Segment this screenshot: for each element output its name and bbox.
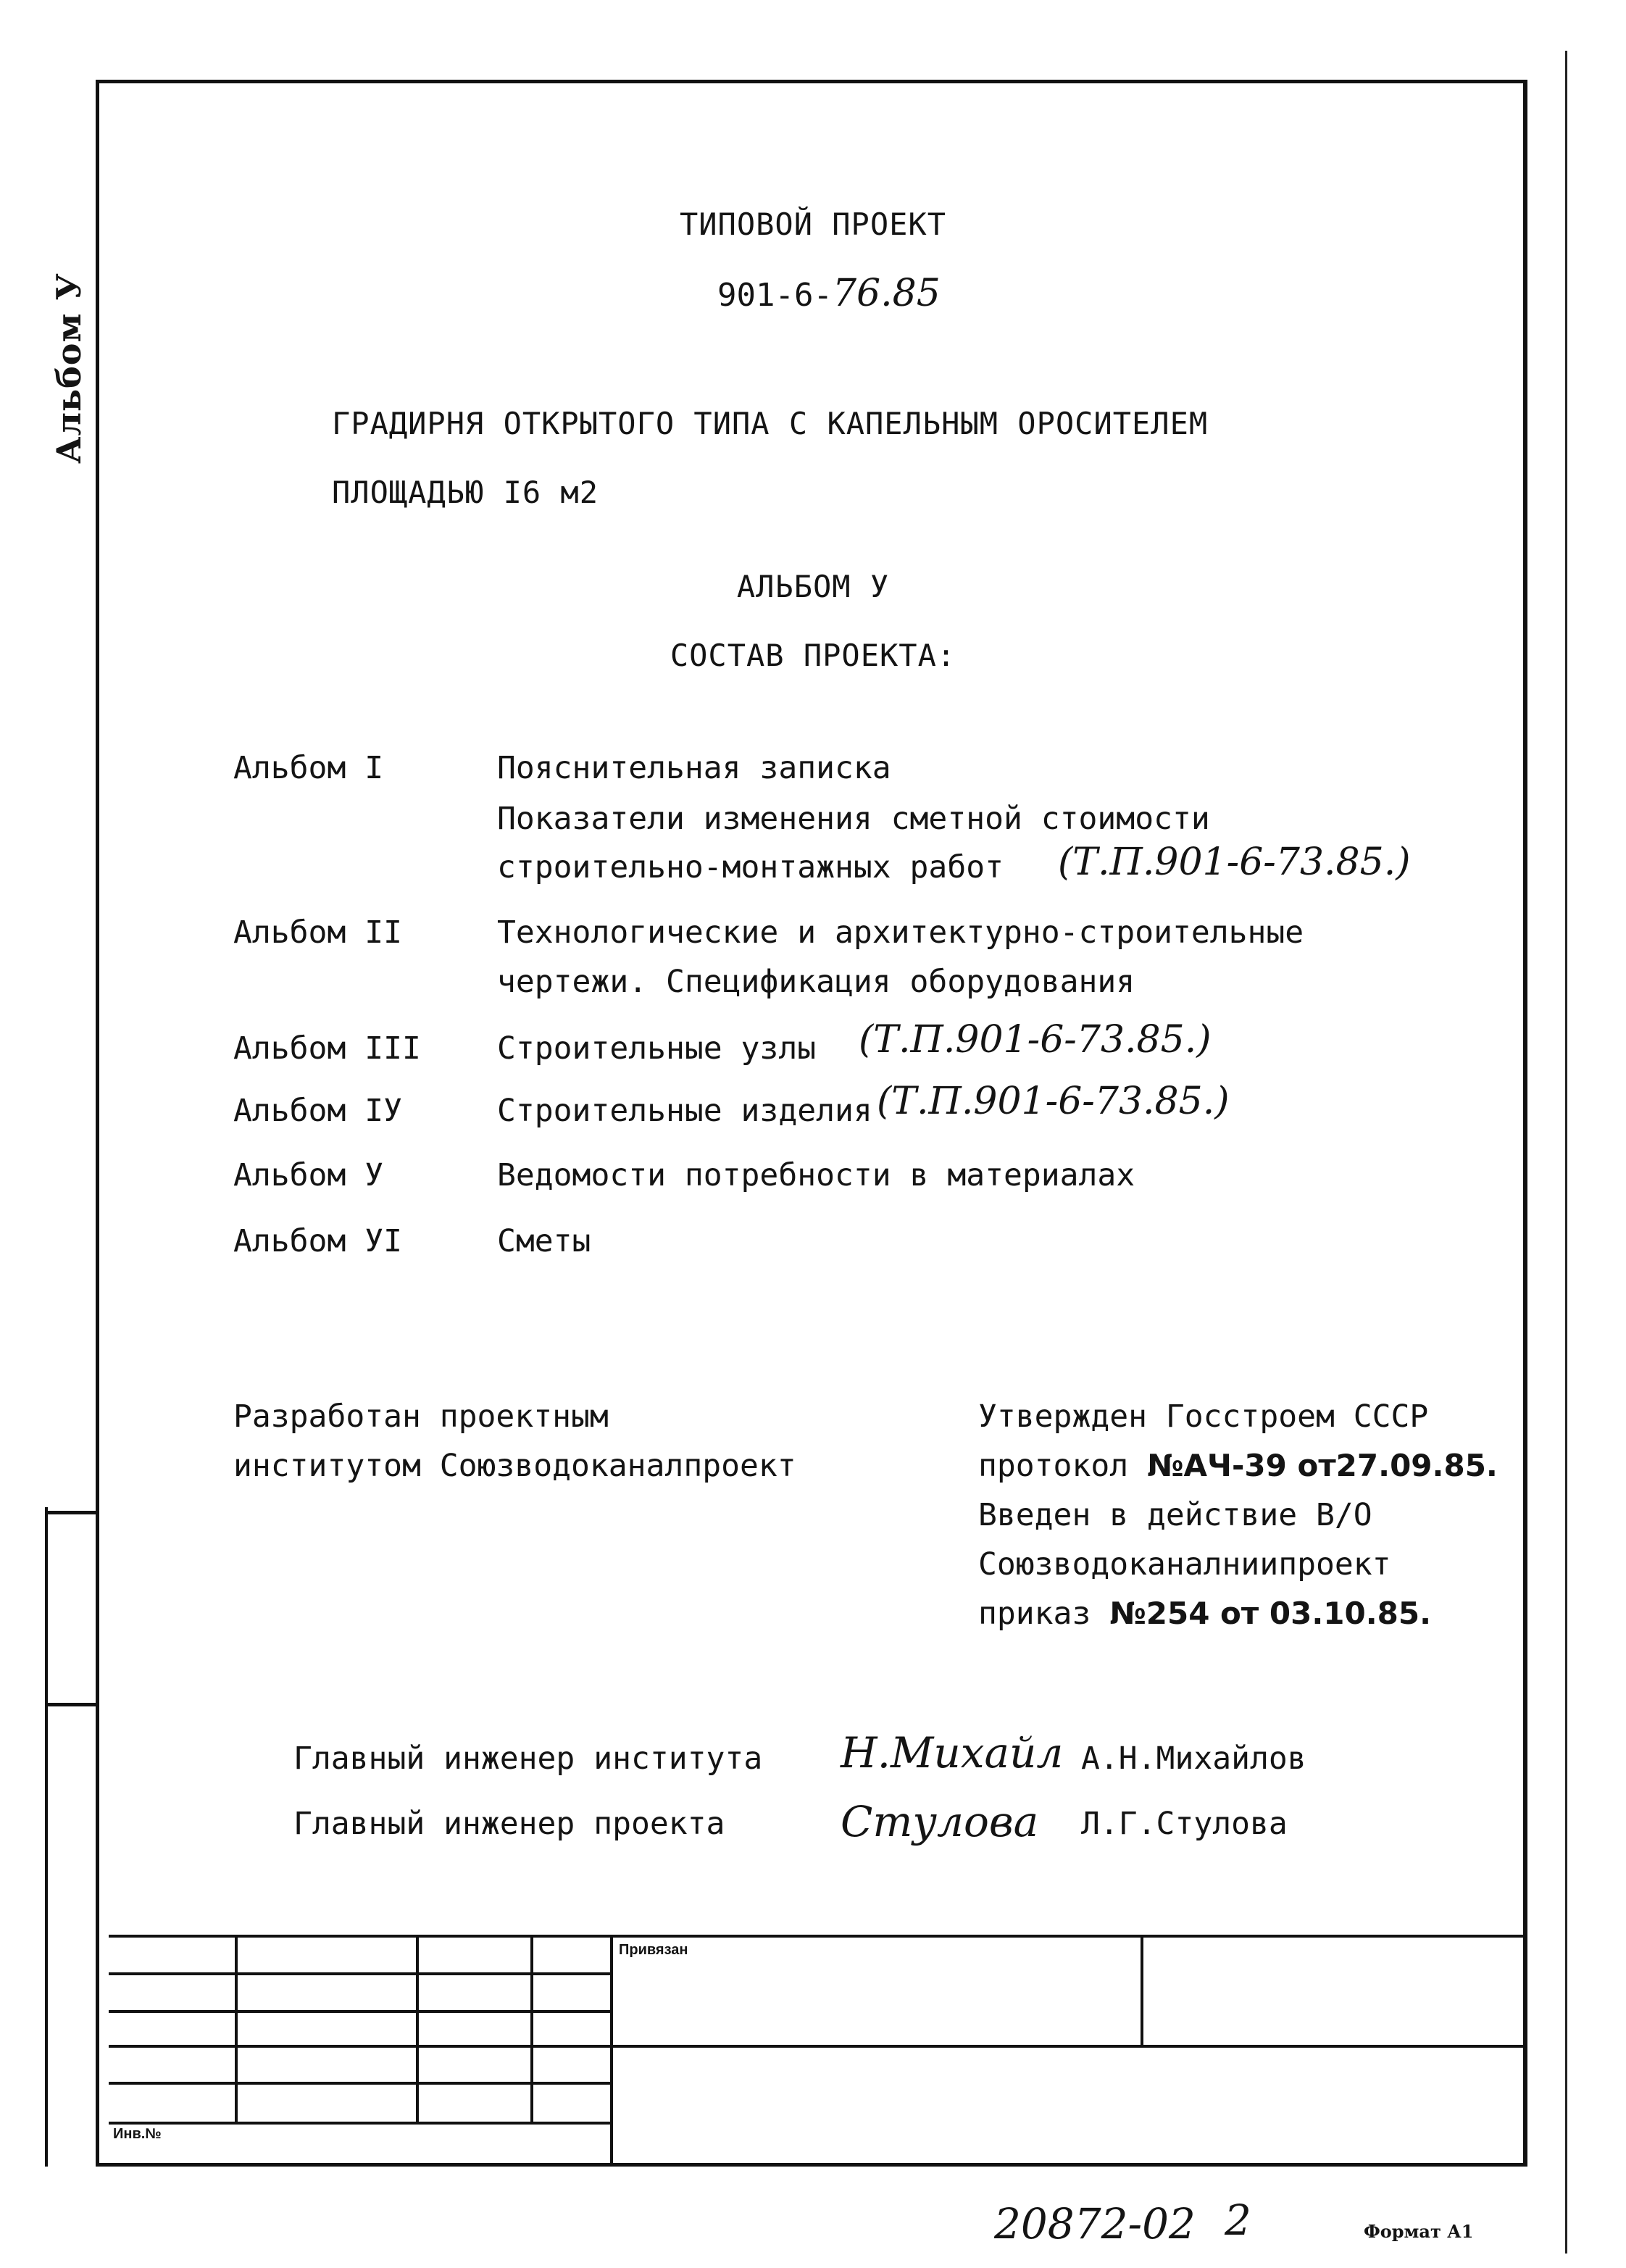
album-line: Технологические и архитектурно-строительные [497, 914, 1304, 951]
project-number [717, 272, 941, 315]
album-line: Сметы [497, 1223, 591, 1259]
title-block [109, 1935, 1526, 2165]
project-title-line2: ПЛОЩАДЬЮ I6 м2 [332, 475, 599, 510]
approval-line4: Союзводоканалниипроект [978, 1546, 1391, 1583]
spine-label: Альбом У [49, 272, 88, 464]
signature-role: Главный инженер проекта [293, 1806, 725, 1842]
sheet-number: 2 [1225, 2196, 1251, 2245]
approval-line5 [978, 1596, 1431, 1632]
grid-line [530, 1935, 533, 2122]
album-note: (Т.П.901-6-73.85.) [877, 1080, 1230, 1123]
approval-line2 [978, 1448, 1498, 1484]
album-line: Строительные узлы [497, 1030, 817, 1067]
approval-protocol-number: №АЧ-39 от27.09.85. [1147, 1448, 1498, 1483]
album-name: Альбом IУ [233, 1093, 402, 1129]
album-name: Альбом II [233, 914, 402, 951]
project-number-prefix: 901-6- [717, 277, 833, 314]
paper-format: Формат А1 [1364, 2221, 1474, 2242]
grid-line [109, 1935, 1526, 1938]
developer-line2: институтом Союзводоканалпроект [233, 1448, 796, 1484]
title-block-label: Привязан [619, 1942, 688, 1958]
grid-line [416, 1935, 419, 2122]
composition-heading: СОСТАВ ПРОЕКТА: [670, 638, 956, 673]
inventory-label: Инв.№ [113, 2126, 162, 2142]
album-line: Строительные изделия [497, 1093, 872, 1129]
signatory-name: Л.Г.Стулова [1081, 1806, 1288, 1842]
approval-order-number: №254 от 03.10.85. [1109, 1596, 1432, 1631]
grid-line [109, 2122, 610, 2125]
album-name: Альбом I [233, 750, 384, 786]
album-line: Пояснительная записка [497, 750, 891, 786]
developer-line1: Разработан проектным [233, 1398, 609, 1435]
project-number-handwritten: 76.85 [832, 272, 941, 315]
grid-line [109, 2082, 610, 2085]
project-title-line1: ГРАДИРНЯ ОТКРЫТОГО ТИПА С КАПЕЛЬНЫМ ОРОСИТЕЛЕМ [332, 406, 1209, 441]
document-number: 20872-02 [994, 2199, 1196, 2248]
album-line: Ведомости потребности в материалах [497, 1157, 1135, 1193]
album-note: (Т.П.901-6-73.85.) [859, 1018, 1212, 1062]
album-line: Показатели изменения сметной стоимости [497, 801, 1210, 837]
handwritten-signature: Н.Михайл [841, 1728, 1064, 1777]
approval-line1: Утвержден Госстроем СССР [978, 1398, 1429, 1435]
project-type: ТИПОВОЙ ПРОЕКТ [679, 207, 946, 242]
binding-stub [45, 1507, 99, 2167]
approval-protocol-label: протокол [978, 1448, 1129, 1484]
grid-line [109, 1972, 610, 1975]
grid-line [109, 2045, 1526, 2048]
stub-divider [45, 1703, 99, 1706]
album-name: Альбом У [233, 1157, 384, 1193]
album-note: (Т.П.901-6-73.85.) [1058, 841, 1411, 884]
approval-line3: Введен в действие В/О [978, 1497, 1372, 1533]
album-name: Альбом УI [233, 1223, 402, 1259]
grid-line [109, 2010, 610, 2013]
album-heading: АЛЬБОМ У [736, 569, 890, 604]
signatory-name: А.Н.Михайлов [1081, 1740, 1306, 1777]
page-edge-line [1565, 51, 1567, 2254]
album-line: чертежи. Спецификация оборудования [497, 964, 1135, 1000]
album-name: Альбом III [233, 1030, 421, 1067]
approval-order-label: приказ [978, 1596, 1091, 1632]
grid-line [1141, 1935, 1143, 2045]
signature-role: Главный инженер института [293, 1740, 763, 1777]
handwritten-signature: Стулова [841, 1797, 1039, 1846]
album-line: строительно-монтажных работ [497, 849, 1004, 885]
grid-line [235, 1935, 238, 2122]
grid-line [610, 1935, 613, 2165]
stub-divider [45, 1511, 99, 1514]
